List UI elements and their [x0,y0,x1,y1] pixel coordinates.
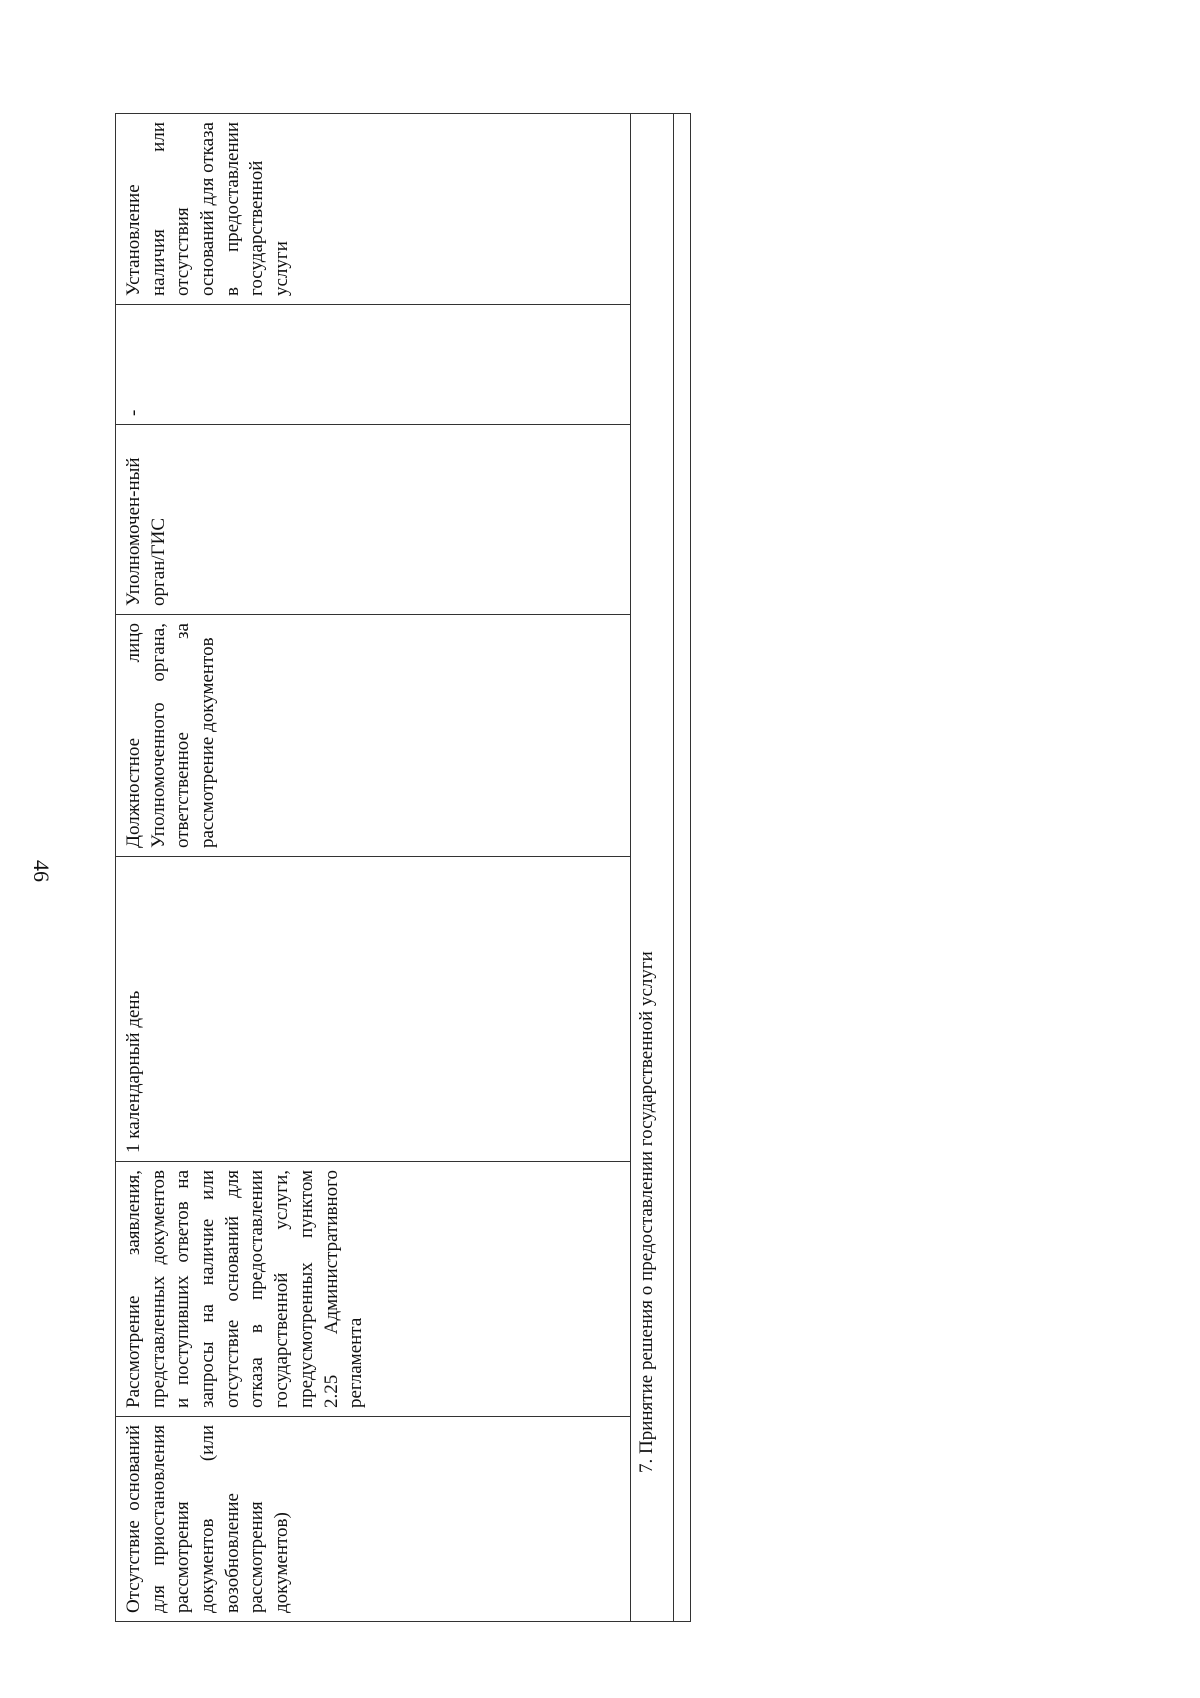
action-cell: Рассмотрение заявления, представленных документов и поступивших ответов на запросы на наличие или отсутствие оснований для отказа в предоставлении государственной услуги, предусмотренных пунктом 2.25 Административного регламента [116,1162,631,1417]
condition-cell: Отсутствие оснований для приостановления рассмотрения документов (или возобновление рассмотрения документов) [116,1417,631,1622]
page-number: 46 [29,860,54,882]
place-cell: Уполномочен-ный орган/ГИС [116,425,631,615]
term-cell: 1 календарный день [116,857,631,1162]
result-cell: Установление наличия или отсутствия оснований для отказа в предоставлении государственной услуги [116,114,631,305]
rotated-table-container [115,114,670,1622]
responsible-cell: Должностное лицо Уполномоченного органа, ответственное за рассмотрение документов [116,615,631,857]
section-header-row [631,114,674,1622]
empty-cell [674,114,691,1622]
section-title-cell [631,114,674,1622]
procedure-table [115,113,691,1622]
section-title: 7. Принятие решения о предоставлении государственной услуги [636,951,657,1473]
criteria-cell: - [116,305,631,425]
empty-row [674,114,691,1622]
table-row [116,114,631,1622]
